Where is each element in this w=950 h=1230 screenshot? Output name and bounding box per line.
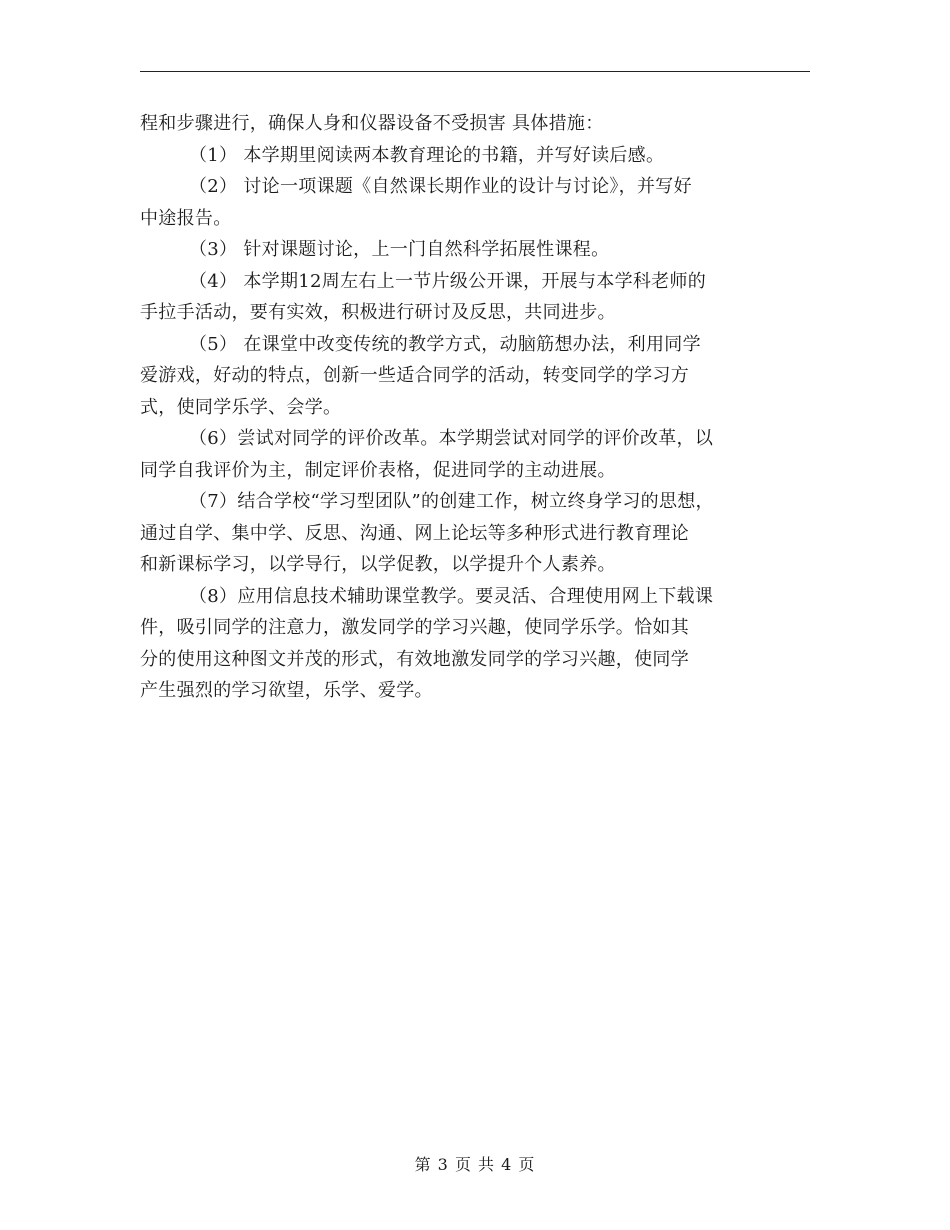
page-number: 第 3 页 共 4 页 bbox=[414, 1155, 536, 1174]
text-line: 和新课标学习，以学导行，以学促教，以学提升个人素养。 bbox=[140, 554, 616, 575]
text-line: （7）结合学校“学习型团队”的创建工作，树立终身学习的思想， bbox=[189, 491, 714, 512]
text-line: 通过自学、集中学、反思、沟通、网上论坛等多种形式进行教育理论 bbox=[140, 522, 689, 544]
text-line: 中途报告。 bbox=[140, 207, 232, 229]
text-line: 程和步骤进行，确保人身和仪器设备不受损害 具体措施： bbox=[140, 113, 604, 134]
page-footer bbox=[0, 1152, 950, 1175]
text-line: （5） 在课堂中改变传统的教学方式，动脑筋想办法，利用同学 bbox=[189, 333, 701, 355]
text-line: （3） 针对课题讨论，上一门自然科学拓展性课程。 bbox=[189, 239, 610, 260]
text-line: （6）尝试对同学的评价改革。本学期尝试对同学的评价改革，以 bbox=[189, 428, 714, 449]
text-line: 式，使同学乐学、会学。 bbox=[140, 396, 342, 418]
text-line: 爱游戏，好动的特点，创新一些适合同学的活动，转变同学的学习方 bbox=[140, 365, 689, 386]
text-line: （8）应用信息技术辅助课堂教学。要灵活、合理使用网上下载课 bbox=[189, 585, 714, 607]
text-line: （4） 本学期12周左右上一节片级公开课，开展与本学科老师的 bbox=[189, 270, 707, 292]
text-line: 件，吸引同学的注意力，激发同学的学习兴趣，使同学乐学。恰如其 bbox=[140, 617, 689, 638]
text-line: （1） 本学期里阅读两本教育理论的书籍，并写好读后感。 bbox=[189, 144, 665, 166]
body-text bbox=[140, 108, 812, 707]
text-line: 产生强烈的学习欲望，乐学、爱学。 bbox=[140, 680, 433, 701]
header-rule bbox=[140, 71, 810, 72]
text-line: 同学自我评价为主，制定评价表格，促进同学的主动进展。 bbox=[140, 459, 616, 481]
text-line: 手拉手活动，要有实效，积极进行研讨及反思，共同进步。 bbox=[140, 302, 616, 323]
text-line: （2） 讨论一项课题《自然课长期作业的设计与讨论》，并写好 bbox=[189, 176, 692, 197]
text-line: 分的使用这种图文并茂的形式，有效地激发同学的学习兴趣，使同学 bbox=[140, 648, 689, 670]
